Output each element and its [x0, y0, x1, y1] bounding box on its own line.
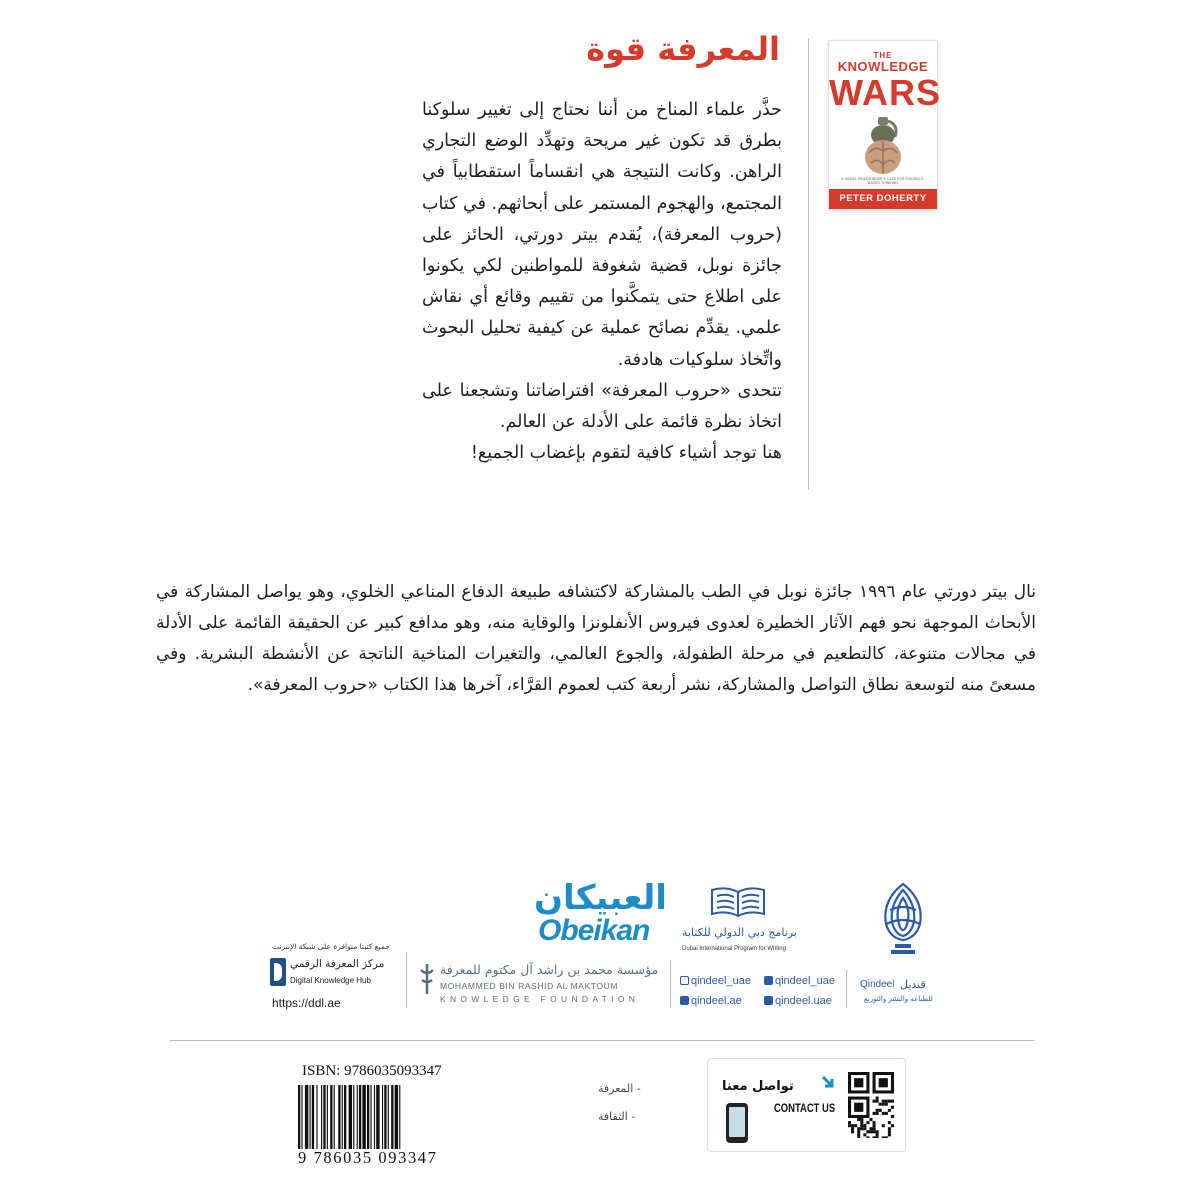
- book-author: PETER DOHERTY: [829, 189, 937, 209]
- qr-module: [882, 1100, 885, 1103]
- qr-module: [882, 1136, 885, 1138]
- qr-module: [857, 1136, 860, 1138]
- barcode-bar: [362, 1085, 365, 1149]
- barcode-bar: [367, 1085, 369, 1149]
- social-handles: [680, 973, 840, 1013]
- qr-module: [873, 1121, 876, 1124]
- subject-knowledge: - المعرفة: [598, 1082, 641, 1095]
- qr-module: [851, 1130, 854, 1133]
- qr-code-icon[interactable]: [848, 1072, 894, 1138]
- barcode-bar: [316, 1085, 317, 1149]
- web-icon: [680, 996, 689, 1005]
- footer-divider: [170, 1040, 1034, 1041]
- qr-module: [860, 1124, 863, 1127]
- ddl-url[interactable]: https://ddl.ae: [272, 996, 341, 1010]
- ddl-name-en: Digital Knowledge Hub: [290, 976, 371, 985]
- phone-icon: [726, 1103, 748, 1143]
- qr-module: [873, 1127, 876, 1130]
- barcode-bar: [344, 1085, 346, 1149]
- qr-module: [848, 1124, 851, 1127]
- book-title-the: THE: [873, 51, 893, 60]
- qr-module: [876, 1097, 879, 1100]
- qr-module: [885, 1103, 888, 1106]
- logo-divider-3: [406, 952, 407, 1008]
- barcode-bar: [384, 1085, 386, 1149]
- qr-module: [885, 1100, 888, 1103]
- qr-module: [869, 1130, 872, 1133]
- qr-module: [882, 1112, 885, 1115]
- barcode-bar: [301, 1085, 302, 1149]
- arrow-down-right-icon: [820, 1074, 836, 1090]
- blurb: [422, 95, 782, 469]
- twitter-handle: qindeel_uae: [775, 975, 835, 987]
- qindeel-lantern-icon: [872, 880, 934, 960]
- book-thumbnail: [828, 40, 941, 210]
- qr-module: [879, 1109, 882, 1112]
- qr-module: [869, 1118, 872, 1121]
- subject-culture: - الثقافة: [598, 1110, 636, 1123]
- barcode-bar: [342, 1085, 343, 1149]
- contact-box[interactable]: [707, 1058, 906, 1152]
- qr-module: [873, 1100, 876, 1103]
- contact-label-en: CONTACT US: [774, 1103, 836, 1115]
- qr-module: [866, 1121, 869, 1124]
- barcode-bar: [395, 1085, 398, 1149]
- qr-module: [876, 1133, 879, 1136]
- blurb-paragraph-3: هنا توجد أشياء كافية لتقوم بإغضاب الجميع!: [470, 443, 782, 464]
- barcode-bar: [357, 1085, 358, 1149]
- cover-title: المعرفة قوة: [586, 30, 780, 68]
- book-title-wars: WARS: [829, 72, 941, 113]
- barcode-bar: [321, 1085, 322, 1149]
- grenade-brain-icon: [861, 115, 905, 177]
- barcode-bar: [298, 1085, 300, 1149]
- logo-divider-1: [846, 970, 847, 1008]
- qr-module: [873, 1124, 876, 1127]
- qr-module: [891, 1100, 894, 1103]
- social-facebook[interactable]: [764, 995, 832, 1007]
- obeikan-logo-ar: العبيكان: [534, 878, 667, 918]
- qr-module: [857, 1130, 860, 1133]
- qr-module: [857, 1133, 860, 1136]
- qr-module: [876, 1100, 879, 1103]
- qr-module: [888, 1130, 891, 1133]
- qr-module: [857, 1118, 860, 1121]
- mbrf-name-ar: مؤسسة محمد بن راشد آل مكتوم للمعرفة: [440, 962, 659, 977]
- qr-finder: [879, 1078, 888, 1087]
- open-book-icon: [708, 884, 768, 920]
- facebook-icon: [764, 996, 773, 1005]
- qr-module: [882, 1124, 885, 1127]
- qr-module: [876, 1112, 879, 1115]
- barcode-bar: [353, 1085, 354, 1149]
- barcode-bar: [330, 1085, 332, 1149]
- ddl-name-ar: مركز المعرفة الرقمي: [290, 958, 385, 970]
- barcode-bar: [349, 1085, 352, 1149]
- qr-finder: [854, 1103, 863, 1112]
- instagram-icon: [680, 976, 689, 985]
- social-web[interactable]: [680, 995, 742, 1007]
- qr-module: [860, 1121, 863, 1124]
- social-twitter[interactable]: [764, 975, 835, 987]
- barcode-bar: [359, 1085, 361, 1149]
- qr-module: [863, 1133, 866, 1136]
- qr-module: [891, 1106, 894, 1109]
- qr-module: [888, 1109, 891, 1112]
- barcode-number: 9 786035 093347: [298, 1148, 438, 1167]
- barcode-bar: [327, 1085, 328, 1149]
- logo-divider-2: [670, 960, 671, 1008]
- mbrf-name-en-1: MOHAMMED BIN RASHID AL MAKTOUM: [440, 981, 619, 991]
- mbrf-emblem-icon: [418, 962, 436, 996]
- qr-module: [863, 1127, 866, 1130]
- qr-module: [882, 1103, 885, 1106]
- barcode-bar: [370, 1085, 371, 1149]
- qr-module: [876, 1109, 879, 1112]
- blurb-paragraph-1: حذَّر علماء المناخ من أننا نحتاج إلى تغيير سلوكنا بطرق قد تكون غير مريحة وتهدِّد الوضع التجاري الراهن. وكانت النتيجة هي انقساماً استقطابياً في المجتمع، والهجوم المستمر على أبحاثهم. في كتاب (حروب المعرفة)، يُقدم بيتر دورتي، الحائز على جائزة نوبل، قضية شغوفة للمواطنين لكي يكونوا على اطلاع حتى يتمكَّنوا من تقييم وقائع أي نقاش علمي. يقدِّم نصائح عملية عن كيفية تحليل البحوث واتِّخاذ سلوكيات هادفة.: [422, 100, 782, 370]
- qindeel-name-en: Qindeel: [860, 979, 895, 990]
- barcode-bar: [338, 1085, 340, 1149]
- barcode-bar: [399, 1085, 400, 1149]
- obeikan-logo-en: Obeikan: [538, 914, 650, 947]
- qr-module: [866, 1136, 869, 1138]
- instagram-handle: qindeel_uae: [691, 975, 751, 987]
- qr-module: [848, 1121, 851, 1124]
- qr-module: [863, 1124, 866, 1127]
- qr-module: [860, 1127, 863, 1130]
- qr-module: [873, 1130, 876, 1133]
- qr-module: [888, 1121, 891, 1124]
- qr-module: [876, 1130, 879, 1133]
- barcode-bar: [388, 1085, 389, 1149]
- dubai-program-ar: برنامج دبي الدولي للكتابة: [682, 926, 797, 939]
- qr-module: [891, 1124, 894, 1127]
- facebook-handle: qindeel.uae: [775, 995, 832, 1007]
- blurb-paragraph-2: تتحدى «حروب المعرفة» افتراضاتنا وتشجعنا على اتخاذ نظرة قائمة على الأدلة عن العالم.: [422, 380, 782, 433]
- barcode-bar: [382, 1085, 383, 1149]
- barcode-bar: [305, 1085, 308, 1149]
- qr-module: [860, 1118, 863, 1121]
- isbn-label: ISBN: 9786035093347: [302, 1063, 442, 1079]
- ddl-availability: جميع كتبنا متوافرة على شبكة الإنترنت: [272, 942, 390, 951]
- barcode-bar: [334, 1085, 335, 1149]
- author-bio: نال بيتر دورتي عام ١٩٩٦ جائزة نوبل في الطب بالمشاركة لاكتشافه طبيعة الدفاع المناعي الخلوي، وهو يواصل المشاركة في الأبحاث الموجهة نحو فهم الآثار الخطيرة لعدوى فيروس الأنفلونزا والوقاية منه، وهو مدافع كبير عن الحقيقة القائمة على الأدلة في مجالات متنوعة، كالتطعيم في مرحلة الطفولة، والجوع العالمي، والتغيرات المناخية الناتجة عن الأنشطة البشرية. وفي مسعىً منه لتوسعة نطاق التواصل والمشاركة، نشر أربعة كتب لعموم القرَّاء، آخرها هذا الكتاب «حروب المعرفة».: [156, 582, 1036, 695]
- contact-label-ar: تواصل معنا: [722, 1079, 794, 1094]
- qindeel-tagline: للطباعة والنشر والتوزيع: [864, 995, 933, 1003]
- ddl-logo-icon-inner: [274, 963, 282, 981]
- qr-module: [851, 1127, 854, 1130]
- qr-module: [866, 1130, 869, 1133]
- qr-module: [885, 1112, 888, 1115]
- qr-module: [885, 1136, 888, 1138]
- social-instagram[interactable]: [680, 975, 751, 987]
- qr-module: [857, 1127, 860, 1130]
- twitter-icon: [764, 976, 773, 985]
- qr-module: [876, 1136, 879, 1138]
- qr-module: [869, 1127, 872, 1130]
- web-handle: qindeel.ae: [691, 995, 742, 1007]
- barcode-bar: [323, 1085, 325, 1149]
- barcode: [296, 1085, 446, 1149]
- barcode-bar: [374, 1085, 375, 1149]
- qr-module: [879, 1103, 882, 1106]
- qr-module: [851, 1124, 854, 1127]
- barcode-bar: [391, 1085, 393, 1149]
- qr-module: [873, 1136, 876, 1138]
- qr-module: [891, 1115, 894, 1118]
- barcode-bar: [310, 1085, 311, 1149]
- qr-module: [854, 1124, 857, 1127]
- qr-module: [873, 1112, 876, 1115]
- qr-module: [888, 1100, 891, 1103]
- mbrf-name-en-2: KNOWLEDGE FOUNDATION: [440, 994, 640, 1004]
- barcode-bar: [312, 1085, 314, 1149]
- barcode-bar: [376, 1085, 379, 1149]
- qindeel-name-ar: قنديل: [900, 978, 926, 991]
- dubai-program-en: Dubai International Program for Writing: [682, 946, 786, 952]
- book-title-knowledge: KNOWLEDGE: [837, 59, 929, 74]
- qr-finder: [854, 1078, 863, 1087]
- qr-module: [888, 1133, 891, 1136]
- title-divider: [808, 38, 809, 490]
- book-subtitle: A NOBEL PRIZEWINNER'S CASE FOR EVIDENCE-BASED THINKING: [841, 177, 925, 185]
- qr-module: [888, 1127, 891, 1130]
